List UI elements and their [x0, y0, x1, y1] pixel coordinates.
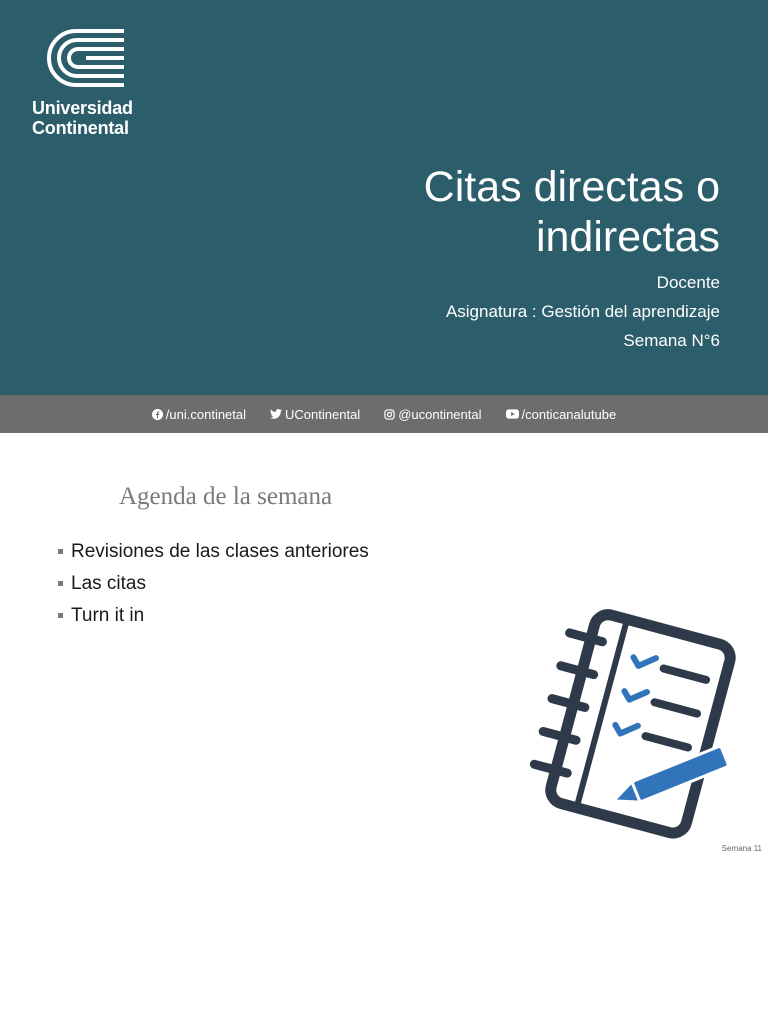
social-instagram[interactable] — [384, 407, 481, 422]
logo-mark-icon — [46, 28, 126, 88]
title-slide — [0, 0, 768, 395]
list-item-text: Turn it in — [71, 605, 145, 626]
list-item-text: Revisiones de las clases anteriores — [71, 541, 369, 562]
logo-text-line2: Continental — [32, 118, 129, 138]
list-item — [58, 568, 369, 600]
social-facebook[interactable] — [152, 407, 246, 422]
agenda-title: Agenda de la semana — [119, 483, 333, 510]
slide-footer: Semana 11 — [721, 844, 762, 853]
list-item — [58, 600, 369, 632]
agenda-list — [58, 536, 369, 632]
youtube-label: /conticanalutube — [521, 406, 617, 422]
semana-label: Semana N°6 — [623, 331, 720, 350]
facebook-icon — [152, 409, 163, 420]
asignatura-label: Asignatura : Gestión del aprendizaje — [445, 302, 720, 321]
bullet-square-icon — [58, 549, 63, 554]
slide-title: Citas directas o indirectas — [423, 163, 720, 261]
docente-label: Docente — [656, 273, 720, 292]
agenda-slide — [0, 433, 768, 865]
instagram-icon — [384, 409, 395, 420]
blank-slide-area — [0, 865, 768, 1024]
social-twitter[interactable] — [270, 407, 360, 422]
instagram-label: @ucontinental — [398, 406, 482, 422]
youtube-icon — [506, 409, 519, 419]
bullet-square-icon — [58, 613, 63, 618]
facebook-label: /uni.continetal — [165, 406, 247, 422]
list-item — [58, 536, 369, 568]
logo-text-line1: Universidad — [32, 98, 133, 118]
university-logo — [30, 28, 170, 140]
notebook-checklist-icon — [520, 605, 750, 845]
twitter-icon — [270, 409, 282, 419]
social-youtube[interactable] — [506, 407, 617, 422]
social-bar — [0, 395, 768, 433]
bullet-square-icon — [58, 581, 63, 586]
twitter-label: UContinental — [285, 406, 361, 422]
list-item-text: Las citas — [71, 573, 146, 594]
